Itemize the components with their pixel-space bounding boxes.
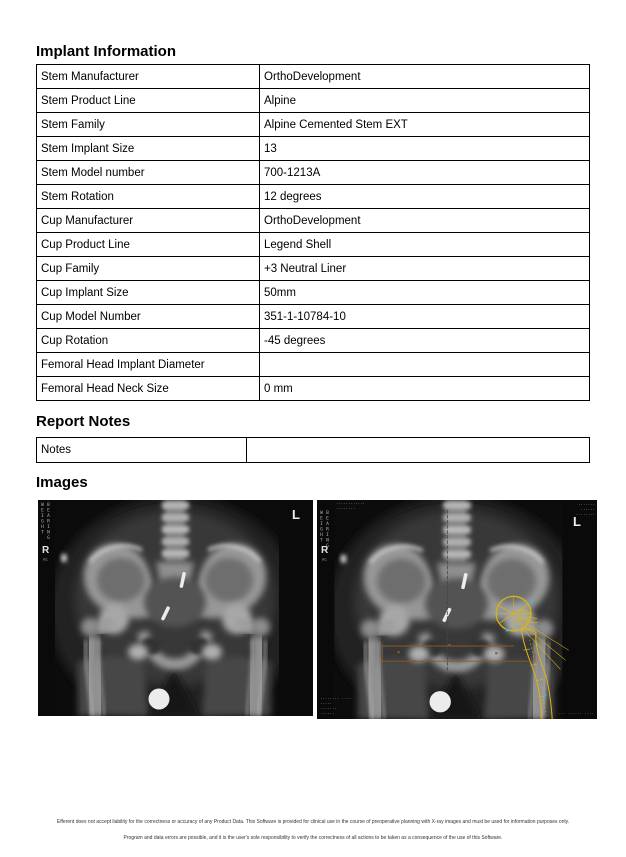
table-row xyxy=(37,209,590,233)
row-label: Stem Manufacturer xyxy=(37,65,260,89)
row-label: Cup Rotation xyxy=(37,329,260,353)
row-value xyxy=(247,438,590,463)
row-value: Legend Shell xyxy=(260,233,590,257)
image-annotation-text: ··· ······ ···· xyxy=(557,711,594,716)
table-row xyxy=(37,113,590,137)
left-side-marker: L xyxy=(573,514,581,529)
row-label: Femoral Head Neck Size xyxy=(37,377,260,401)
row-value: +3 Neutral Liner xyxy=(260,257,590,281)
right-side-marker-sub: #c xyxy=(43,557,48,562)
table-row xyxy=(37,257,590,281)
table-row xyxy=(37,65,590,89)
xray-image-plain xyxy=(38,500,313,716)
right-side-marker: R xyxy=(42,545,50,556)
table-row xyxy=(37,89,590,113)
image-annotation-text: ············ ········ xyxy=(336,501,365,511)
table-row xyxy=(37,329,590,353)
row-value: 0 mm xyxy=(260,377,590,401)
row-label: Cup Implant Size xyxy=(37,281,260,305)
row-label: Stem Family xyxy=(37,113,260,137)
table-row xyxy=(37,161,590,185)
report-notes-title: Report Notes xyxy=(36,413,131,430)
row-label: Femoral Head Implant Diameter xyxy=(37,353,260,377)
row-label: Cup Product Line xyxy=(37,233,260,257)
xray-image-templated xyxy=(317,500,597,719)
image-annotation-text: ······· ······ ········ xyxy=(575,502,595,517)
row-label: Stem Rotation xyxy=(37,185,260,209)
row-value: 700-1213A xyxy=(260,161,590,185)
images-title: Images xyxy=(36,474,88,491)
table-row xyxy=(37,185,590,209)
row-value: 50mm xyxy=(260,281,590,305)
weight-bearing-label: BEARING xyxy=(325,511,330,550)
table-row xyxy=(37,377,590,401)
row-label: Stem Implant Size xyxy=(37,137,260,161)
left-side-marker: L xyxy=(292,507,300,522)
row-value: OrthoDevelopment xyxy=(260,209,590,233)
row-label: Cup Model Number xyxy=(37,305,260,329)
implant-information-table xyxy=(36,64,590,401)
row-value: Alpine xyxy=(260,89,590,113)
row-value: -45 degrees xyxy=(260,329,590,353)
row-label: Notes xyxy=(37,438,247,463)
row-value xyxy=(260,353,590,377)
pelvis-xray-planning-illustration xyxy=(317,500,597,719)
image-annotation-text: ········ ···· ····· ······· ······ xyxy=(320,696,352,716)
pelvis-xray-illustration xyxy=(38,500,313,716)
table-row xyxy=(37,281,590,305)
disclaimer-line-2: Program and data errors are possible, and it is the user's sole responsibility to verify the correctness of all actions to be taken as a consequence of the use of this Software. xyxy=(123,835,503,841)
report-notes-table xyxy=(36,437,590,463)
table-row xyxy=(37,233,590,257)
weight-bearing-label: WEIGHT xyxy=(40,503,45,536)
table-row xyxy=(37,305,590,329)
row-label: Stem Model number xyxy=(37,161,260,185)
row-value: Alpine Cemented Stem EXT xyxy=(260,113,590,137)
row-label: Cup Manufacturer xyxy=(37,209,260,233)
disclaimer-line-1: Efferent does not accept liability for the correctness or accuracy of any Product Data. This Software is provided for clinical use in the course of preoperative planning with X-ray images and must be used for information purposes only. xyxy=(56,819,570,825)
right-side-marker-sub: #c xyxy=(322,557,327,562)
table-row xyxy=(37,438,590,463)
table-row xyxy=(37,353,590,377)
row-value: 13 xyxy=(260,137,590,161)
weight-bearing-label: WEIGHT xyxy=(319,511,324,544)
table-row xyxy=(37,137,590,161)
row-value: 351-1-10784-10 xyxy=(260,305,590,329)
row-value: OrthoDevelopment xyxy=(260,65,590,89)
implant-information-title: Implant Information xyxy=(36,43,176,60)
row-label: Stem Product Line xyxy=(37,89,260,113)
row-value: 12 degrees xyxy=(260,185,590,209)
right-side-marker: R xyxy=(321,545,329,556)
row-label: Cup Family xyxy=(37,257,260,281)
weight-bearing-label: BEARING xyxy=(46,503,51,542)
